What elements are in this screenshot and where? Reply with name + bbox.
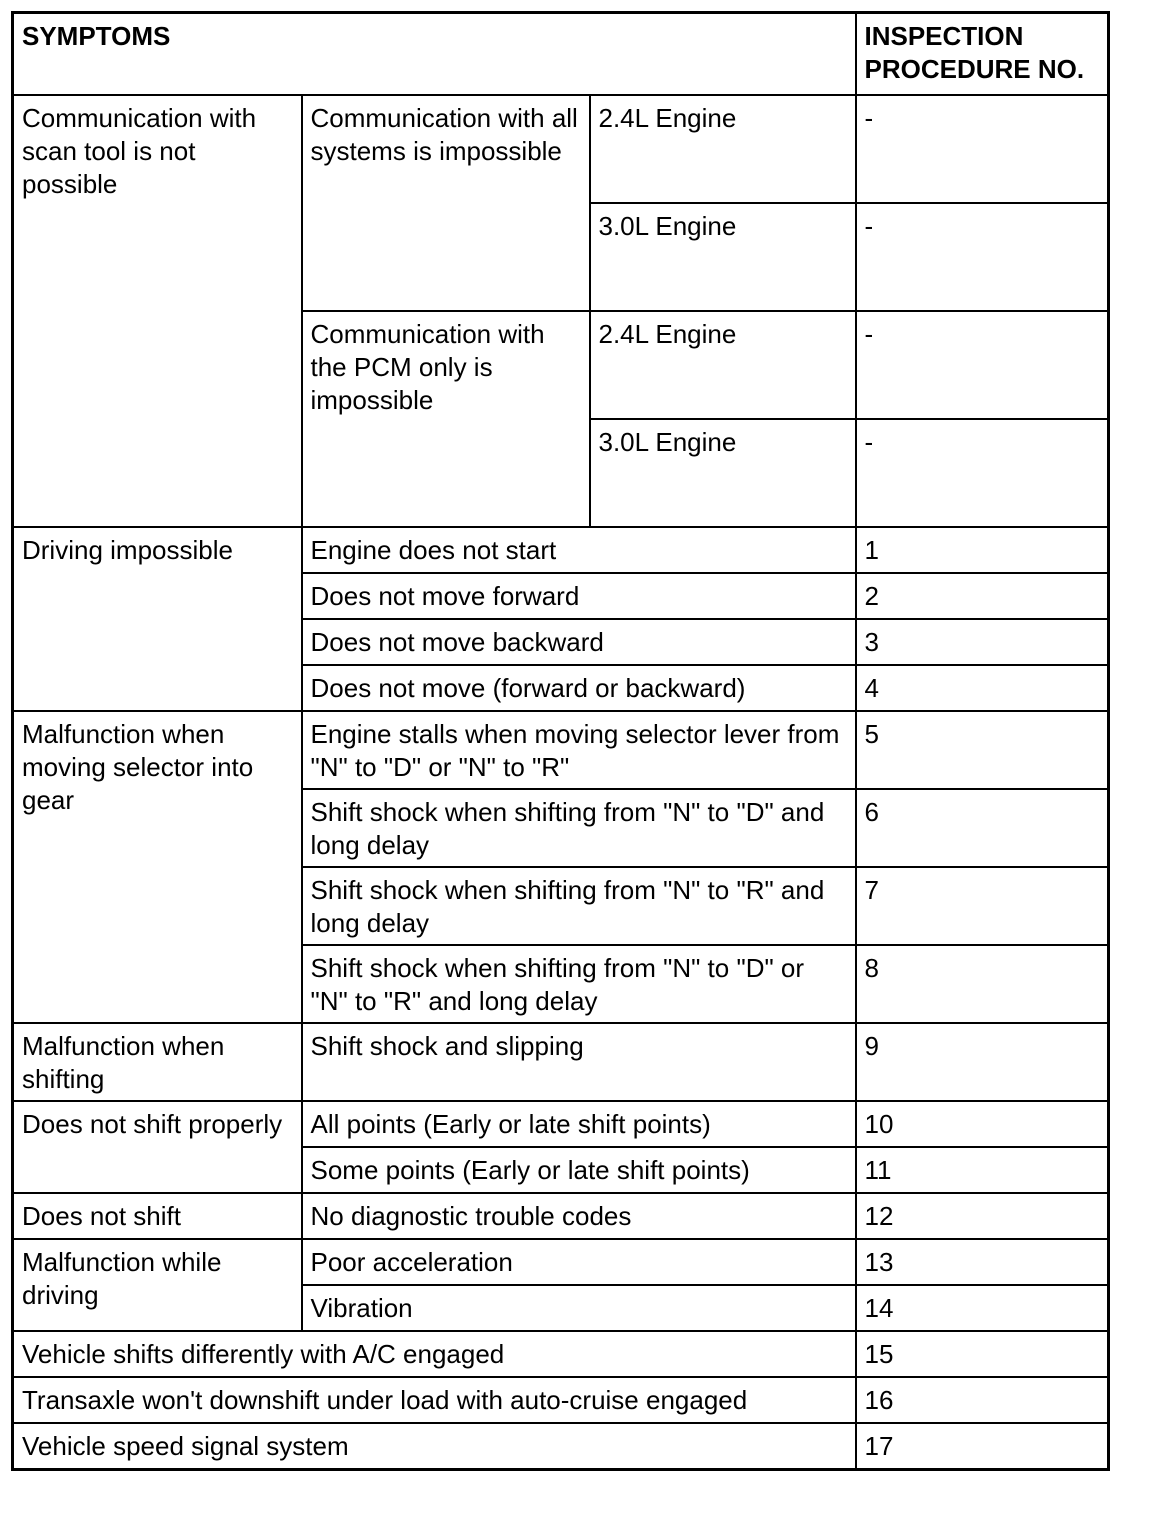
symptom-cell: Poor acceleration (302, 1239, 856, 1285)
table-row (13, 527, 1109, 573)
symptom-cell: Engine does not start (302, 527, 856, 573)
symptom-cell: Does not move (forward or backward) (302, 665, 856, 711)
procedure-header-line2: PROCEDURE NO. (864, 54, 1085, 84)
procedure-cell: 3 (856, 619, 1109, 665)
procedure-cell: 13 (856, 1239, 1109, 1285)
group-cell-not-shift: Does not shift (13, 1193, 302, 1239)
symptom-cell: Shift shock and slipping (302, 1023, 856, 1101)
table-row (13, 1331, 1109, 1377)
procedure-header-line1: INSPECTION (864, 21, 1024, 51)
group-cell-shifting-malfunction: Malfunction when shifting (13, 1023, 302, 1101)
group-cell-communication: Communication with scan tool is not possible (13, 95, 302, 527)
symptom-cell: Vehicle speed signal system (13, 1423, 856, 1470)
symptom-cell: Transaxle won't downshift under load with auto-cruise engaged (13, 1377, 856, 1423)
procedure-cell: - (856, 419, 1109, 527)
symptom-cell: Engine stalls when moving selector lever from "N" to "D" or "N" to "R" (302, 711, 856, 789)
table-row (13, 711, 1109, 789)
procedure-cell: 6 (856, 789, 1109, 867)
procedure-cell: 8 (856, 945, 1109, 1023)
group-cell-not-shift-properly: Does not shift properly (13, 1101, 302, 1193)
table-row (13, 95, 1109, 203)
symptom-cell: Does not move backward (302, 619, 856, 665)
procedure-cell: 7 (856, 867, 1109, 945)
procedure-cell: 2 (856, 573, 1109, 619)
procedure-cell: 17 (856, 1423, 1109, 1470)
group-cell-selector-malfunction: Malfunction when moving selector into gear (13, 711, 302, 1023)
symptom-cell: Shift shock when shifting from "N" to "R" and long delay (302, 867, 856, 945)
symptoms-table (11, 11, 1110, 1471)
header-row (13, 13, 1109, 96)
symptom-cell: No diagnostic trouble codes (302, 1193, 856, 1239)
procedure-cell: 15 (856, 1331, 1109, 1377)
subgroup-cell-pcm-only: Communication with the PCM only is impossible (302, 311, 590, 527)
procedure-cell: 11 (856, 1147, 1109, 1193)
symptom-cell: Shift shock when shifting from "N" to "D" and long delay (302, 789, 856, 867)
procedure-cell: 10 (856, 1101, 1109, 1147)
symptom-cell: Some points (Early or late shift points) (302, 1147, 856, 1193)
table-row (13, 1193, 1109, 1239)
engine-cell: 3.0L Engine (590, 203, 856, 311)
procedure-header (856, 13, 1109, 96)
table-row (13, 1023, 1109, 1101)
subgroup-cell-all-systems: Communication with all systems is impossible (302, 95, 590, 311)
procedure-cell: - (856, 311, 1109, 419)
symptom-cell: Shift shock when shifting from "N" to "D" or "N" to "R" and long delay (302, 945, 856, 1023)
table-row (13, 1377, 1109, 1423)
symptoms-header: SYMPTOMS (13, 13, 856, 96)
procedure-cell: 16 (856, 1377, 1109, 1423)
symptom-cell: Vehicle shifts differently with A/C engaged (13, 1331, 856, 1377)
procedure-cell: - (856, 95, 1109, 203)
engine-cell: 2.4L Engine (590, 311, 856, 419)
procedure-cell: 9 (856, 1023, 1109, 1101)
group-cell-driving-impossible: Driving impossible (13, 527, 302, 711)
symptom-cell: Does not move forward (302, 573, 856, 619)
procedure-cell: 12 (856, 1193, 1109, 1239)
engine-cell: 3.0L Engine (590, 419, 856, 527)
engine-cell: 2.4L Engine (590, 95, 856, 203)
procedure-cell: 1 (856, 527, 1109, 573)
procedure-cell: 4 (856, 665, 1109, 711)
group-cell-driving-malfunction: Malfunction while driving (13, 1239, 302, 1331)
procedure-cell: - (856, 203, 1109, 311)
procedure-cell: 5 (856, 711, 1109, 789)
procedure-cell: 14 (856, 1285, 1109, 1331)
symptom-cell: Vibration (302, 1285, 856, 1331)
symptom-cell: All points (Early or late shift points) (302, 1101, 856, 1147)
table-row (13, 1101, 1109, 1147)
table-row (13, 1239, 1109, 1285)
table-row (13, 1423, 1109, 1470)
